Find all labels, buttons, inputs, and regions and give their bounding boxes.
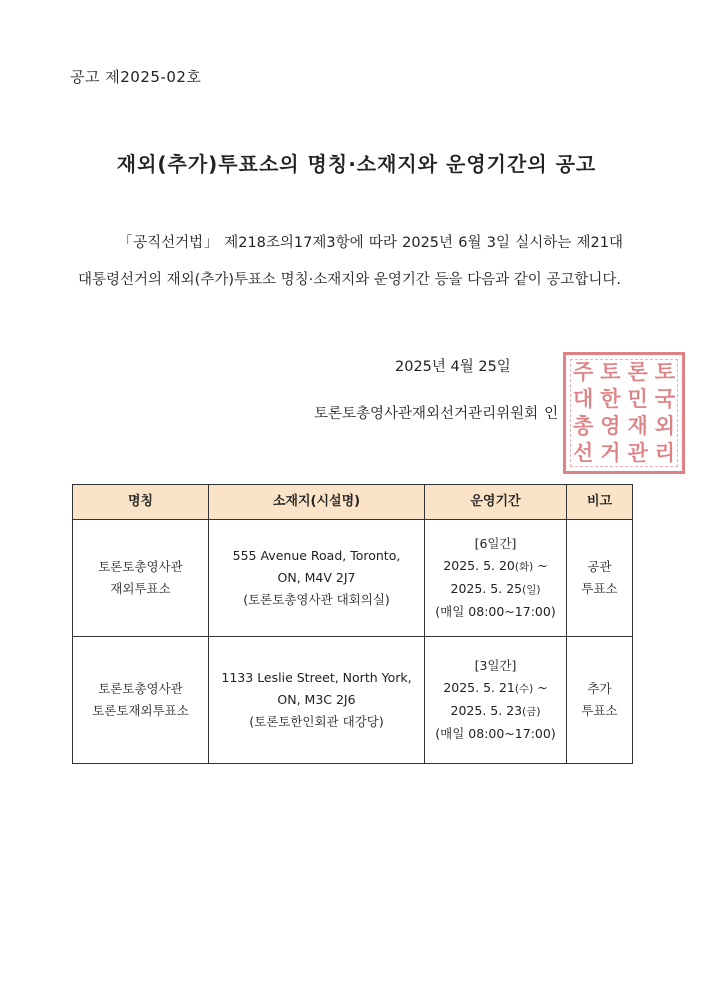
period-start: 2025. 5. 20(화) ~ — [443, 558, 548, 573]
period-hours: (매일 08:00~17:00) — [435, 604, 556, 619]
address-line: 1133 Leslie Street, North York, — [221, 670, 412, 685]
station-name-cell — [73, 520, 209, 637]
operating-period-cell — [425, 520, 567, 637]
polling-station-table — [72, 484, 633, 764]
period-hours: (매일 08:00~17:00) — [435, 726, 556, 741]
header-period: 운영기간 — [425, 485, 567, 520]
note-line: 투표소 — [581, 581, 618, 596]
document-title: 재외(추가)투표소의 명칭·소재지와 운영기간의 공고 — [116, 152, 597, 176]
period-days: [3일간] — [474, 658, 517, 673]
note-cell — [567, 637, 633, 764]
header-location: 소재지(시설명) — [209, 485, 425, 520]
period-end: 2025. 5. 23(금) — [450, 703, 541, 718]
facility-name: (토론토한인회관 대강당) — [249, 714, 384, 729]
table-row — [73, 637, 633, 764]
period-end: 2025. 5. 25(일) — [450, 581, 541, 596]
address-line: 555 Avenue Road, Toronto, — [232, 548, 401, 563]
note-cell — [567, 520, 633, 637]
header-note: 비고 — [567, 485, 633, 520]
notice-number: 공고 제2025-02호 — [70, 68, 202, 86]
period-days: [6일간] — [474, 536, 517, 551]
note-line: 공관 — [587, 559, 612, 574]
official-seal-stamp: 주 토 론 토 대 한 민 국 총 영 재 외 선 거 관 리 — [563, 352, 685, 474]
address-line: ON, M4V 2J7 — [277, 570, 356, 585]
header-name: 명칭 — [73, 485, 209, 520]
address-line: ON, M3C 2J6 — [277, 692, 356, 707]
station-location-cell — [209, 520, 425, 637]
table-header-row — [73, 485, 633, 520]
table-row — [73, 520, 633, 637]
seal-mark: 인 — [544, 406, 559, 422]
body-paragraph: 「공직선거법」 제218조의17제3항에 따라 2025년 6월 3일 실시하는 제21대 대통령선거의 재외(추가)투표소 명칭·소재지와 운영기간 등을 다음과 같이 공고합니다. — [78, 235, 623, 288]
station-name-line: 토론토재외투표소 — [92, 703, 189, 718]
announcement-date: 2025년 4월 25일 — [395, 359, 511, 375]
operating-period-cell — [425, 637, 567, 764]
station-name-cell — [73, 637, 209, 764]
issuer-name: 토론토총영사관재외선거관리위원회 — [314, 406, 539, 422]
period-start: 2025. 5. 21(수) ~ — [443, 680, 548, 695]
facility-name: (토론토총영사관 대회의실) — [243, 592, 390, 607]
station-name-line: 토론토총영사관 — [98, 559, 183, 574]
station-location-cell — [209, 637, 425, 764]
note-line: 추가 — [587, 681, 612, 696]
station-name-line: 재외투표소 — [110, 581, 171, 596]
note-line: 투표소 — [581, 703, 618, 718]
station-name-line: 토론토총영사관 — [98, 681, 183, 696]
issuer — [314, 402, 558, 423]
